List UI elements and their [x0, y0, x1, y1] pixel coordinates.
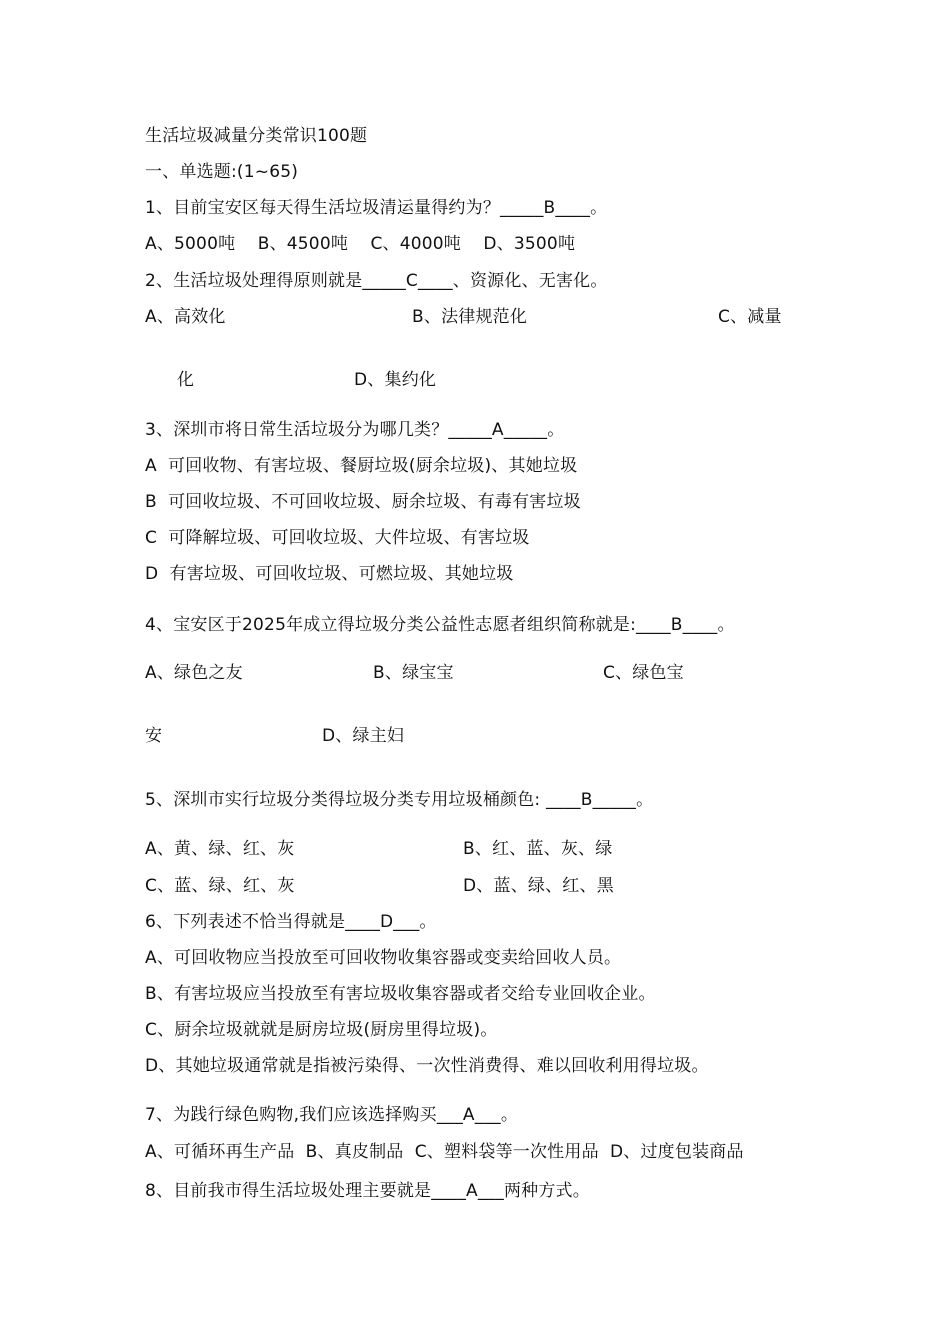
question-4: 4、宝安区于2025年成立得垃圾分类公益性志愿者组织简称就是:____B____。	[145, 615, 735, 635]
question-4-option-d: D、绿主妇	[322, 726, 405, 746]
question-6: 6、下列表述不恰当得就是____D___。	[145, 912, 437, 932]
question-5: 5、深圳市实行垃圾分类得垃圾分类专用垃圾桶颜色: ____B_____。	[145, 790, 654, 810]
question-6-option-c: C、厨余垃圾就就是厨房垃圾(厨房里得垃圾)。	[145, 1020, 498, 1040]
question-6-option-b: B、有害垃圾应当投放至有害垃圾收集容器或者交给专业回收企业。	[145, 984, 656, 1004]
question-2-option-b: B、法律规范化	[412, 307, 528, 327]
question-5-option-d: D、蓝、绿、红、黑	[463, 876, 614, 896]
question-2-option-d: D、集约化	[354, 370, 437, 390]
question-2-option-c: C、减量	[718, 307, 782, 327]
question-3-option-b: B 可回收垃圾、不可回收垃圾、厨余垃圾、有毒有害垃圾	[145, 492, 581, 512]
question-7: 7、为践行绿色购物,我们应该选择购买___A___。	[145, 1105, 519, 1125]
question-3-option-d: D 有害垃圾、可回收垃圾、可燃垃圾、其她垃圾	[145, 564, 514, 584]
question-8: 8、目前我市得生活垃圾处理主要就是____A___两种方式。	[145, 1181, 590, 1201]
question-1: 1、目前宝安区每天得生活垃圾清运量得约为？_____B____。	[145, 198, 608, 218]
question-4-option-c: C、绿色宝	[603, 663, 684, 683]
section-heading: 一、单选题:(1~65)	[145, 162, 299, 182]
question-4-option-a: A、绿色之友	[145, 663, 243, 683]
question-2-option-c-continued: 化	[177, 370, 195, 390]
question-3-option-a: A 可回收物、有害垃圾、餐厨垃圾(厨余垃圾)、其她垃圾	[145, 456, 578, 476]
question-2-option-a: A、高效化	[145, 307, 226, 327]
question-7-options: A、可循环再生产品 B、真皮制品 C、塑料袋等一次性用品 D、过度包装商品	[145, 1142, 744, 1162]
question-4-option-c-continued: 安	[145, 726, 163, 746]
question-1-options: A、5000吨 B、4500吨 C、4000吨 D、3500吨	[145, 234, 576, 254]
question-5-option-c: C、蓝、绿、红、灰	[145, 876, 295, 896]
question-5-option-b: B、红、蓝、灰、绿	[463, 839, 613, 859]
question-6-option-a: A、可回收物应当投放至可回收物收集容器或变卖给回收人员。	[145, 948, 622, 968]
question-6-option-d: D、其她垃圾通常就是指被污染得、一次性消费得、难以回收利用得垃圾。	[145, 1056, 709, 1076]
document-title: 生活垃圾减量分类常识100题	[145, 126, 368, 146]
question-2: 2、生活垃圾处理得原则就是_____C____、资源化、无害化。	[145, 271, 608, 291]
question-3: 3、深圳市将日常生活垃圾分为哪几类？_____A_____。	[145, 420, 565, 440]
question-4-option-b: B、绿宝宝	[373, 663, 454, 683]
question-5-option-a: A、黄、绿、红、灰	[145, 839, 295, 859]
question-3-option-c: C 可降解垃圾、可回收垃圾、大件垃圾、有害垃圾	[145, 528, 530, 548]
